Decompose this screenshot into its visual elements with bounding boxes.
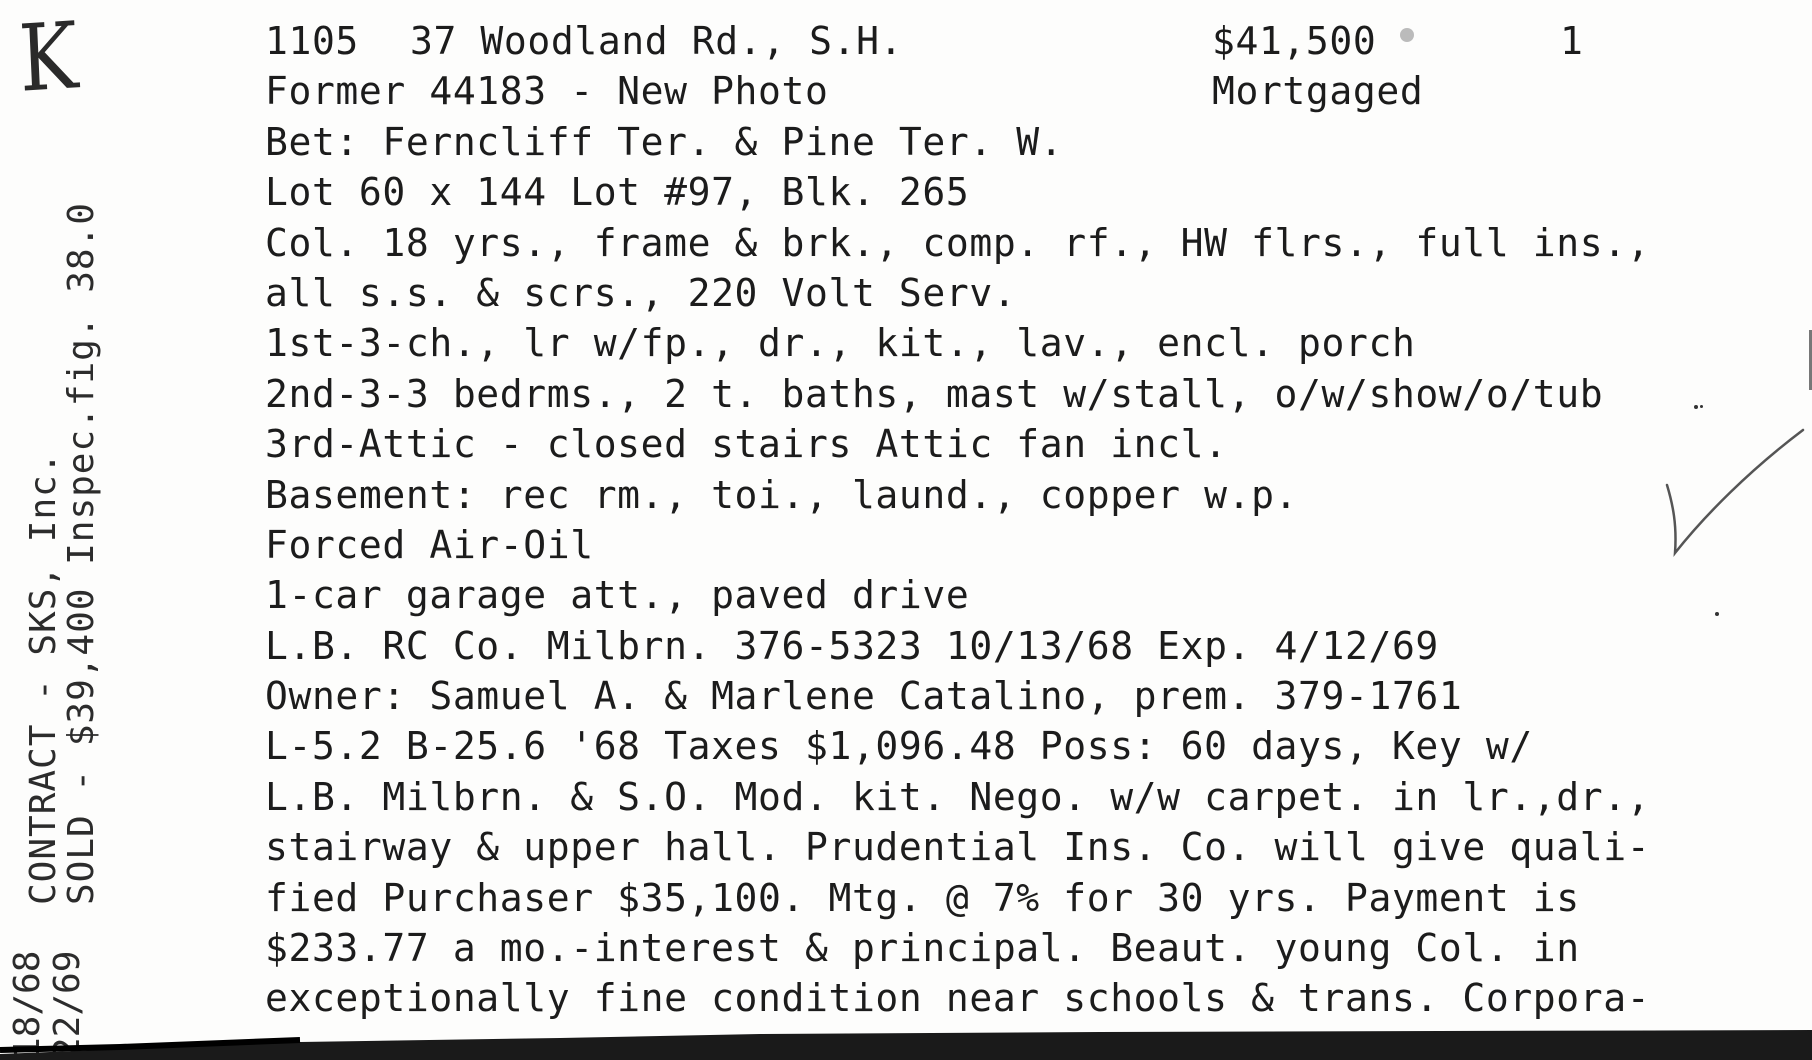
- torn-bottom-edge: [0, 1020, 1812, 1060]
- sold-date: 22/69: [47, 950, 88, 1059]
- text-line: 1-car garage att., paved drive: [265, 573, 970, 618]
- text-line: Lot 60 x 144 Lot #97, Blk. 265: [265, 170, 970, 215]
- checkmark-icon: [1655, 425, 1805, 565]
- address: 37 Woodland Rd., S.H.: [410, 19, 904, 63]
- former-listing: Former 44183 - New Photo: [265, 69, 829, 114]
- text-line: 3rd-Attic - closed stairs Attic fan incl.: [265, 422, 1228, 467]
- stray-dot: [1694, 405, 1698, 409]
- text-line: Bet: Ferncliff Ter. & Pine Ter. W.: [265, 119, 1064, 164]
- text-line: 1st-3-ch., lr w/fp., dr., kit., lav., encl. porch: [265, 321, 1416, 366]
- listing-number: 1105: [265, 19, 359, 63]
- stray-dot: [1700, 405, 1703, 408]
- text-line: L.B. RC Co. Milbrn. 376-5323 10/13/68 Exp. 4/12/69: [265, 623, 1439, 668]
- header-line: [265, 16, 1785, 66]
- text-line: all s.s. & scrs., 220 Volt Serv.: [265, 270, 1017, 315]
- text-line: Col. 18 yrs., frame & brk., comp. rf., HW flrs., full ins.,: [265, 220, 1651, 265]
- sold-stamp: SOLD - $39,400 Inspec.fig. 38.0: [61, 202, 102, 905]
- smudge-mark: [1400, 28, 1414, 42]
- text-line: 2nd-3-3 bedrms., 2 t. baths, mast w/stall, o/w/show/o/tub: [265, 371, 1604, 416]
- mortgage-status: Mortgaged: [1212, 69, 1424, 114]
- text-line: $233.77 a mo.-interest & principal. Beaut. young Col. in: [265, 926, 1580, 971]
- stray-dot: [1715, 612, 1719, 616]
- text-line: stairway & upper hall. Prudential Ins. Co. will give quali-: [265, 825, 1651, 870]
- price: $41,500: [1212, 19, 1377, 63]
- text-line: fied Purchaser $35,100. Mtg. @ 7% for 30 yrs. Payment is: [265, 875, 1580, 920]
- text-line: exceptionally fine condition near schools & trans. Corpora-: [265, 976, 1651, 1021]
- text-line: Basement: rec rm., toi., laund., copper w.p.: [265, 472, 1299, 517]
- card-number: 1: [1560, 19, 1584, 63]
- listing-text: [265, 16, 1785, 1024]
- text-line: Owner: Samuel A. & Marlene Catalino, prem. 379-1761: [265, 674, 1463, 719]
- contract-stamp: CONTRACT - SKS, Inc.: [23, 451, 64, 905]
- text-line: Forced Air-Oil: [265, 522, 594, 567]
- contract-date: 18/68: [7, 950, 48, 1059]
- corner-letter: K: [16, 2, 80, 113]
- text-line: L-5.2 B-25.6 '68 Taxes $1,096.48 Poss: 60 days, Key w/: [265, 724, 1533, 769]
- former-line: [265, 66, 1785, 116]
- text-line: L.B. Milbrn. & S.O. Mod. kit. Nego. w/w carpet. in lr.,dr.,: [265, 774, 1651, 819]
